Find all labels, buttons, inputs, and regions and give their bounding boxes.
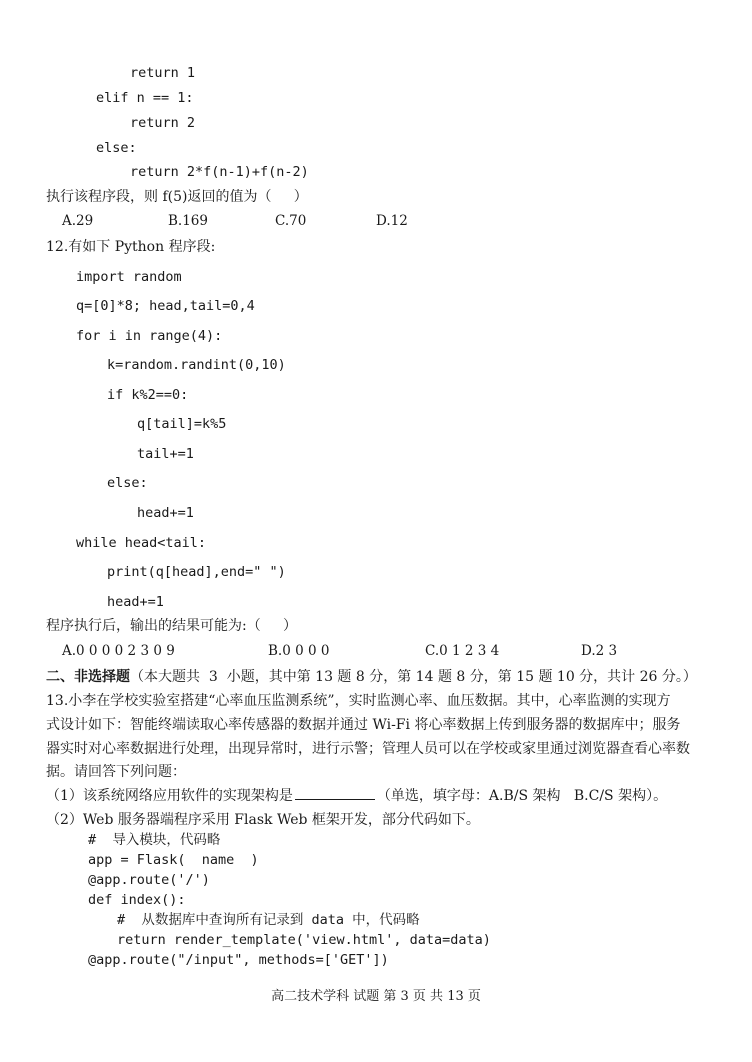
section-title: 二、非选择题: [46, 669, 130, 685]
code-line: return 1: [130, 65, 196, 81]
q12-option-a: A.0 0 0 0 2 3 0 9: [62, 643, 175, 659]
q13-intro-line: 器实时对心率数据进行处理，出现异常时，进行示警；管理人员可以在学校或家里通过浏览器查看心率数: [46, 741, 690, 757]
q13-part1-choices: （单选，填字母：A.B/S 架构 B.C/S 架构）。: [376, 788, 668, 804]
code-line: head+=1: [107, 594, 164, 610]
answer-blank[interactable]: [295, 785, 375, 800]
code-line: if k%2==0:: [107, 387, 189, 403]
code-line: else:: [96, 140, 137, 156]
q12-title: 12.有如下 Python 程序段:: [46, 239, 216, 255]
code-line: for i in range(4):: [76, 328, 223, 344]
code-line: while head<tail:: [76, 535, 207, 551]
q11-option-c: C.70: [275, 213, 307, 229]
code-line: app = Flask( name ): [88, 852, 259, 868]
code-line: q=[0]*8; head,tail=0,4: [76, 298, 255, 314]
q11-option-b: B.169: [168, 213, 208, 229]
q13-part1-text: （1）该系统网络应用软件的实现架构是: [46, 788, 293, 804]
q13-intro-line: 13.小李在学校实验室搭建“心率血压监测系统”，实时监测心率、血压数据。其中，心率监测的实现方: [46, 693, 671, 709]
code-line: return 2*f(n-1)+f(n-2): [130, 164, 309, 180]
q12-option-d: D.2 3: [581, 643, 618, 659]
code-line: # 导入模块，代码略: [88, 832, 221, 848]
code-line: elif n == 1:: [96, 90, 194, 106]
code-line: import random: [76, 269, 182, 285]
q12-prompt: 程序执行后，输出的结果可能为:（ ）: [46, 618, 297, 634]
q11-option-a: A.29: [62, 213, 94, 229]
code-line: return render_template('view.html', data=data): [117, 932, 491, 948]
code-line: k=random.randint(0,10): [107, 357, 286, 373]
q12-option-c: C.0 1 2 3 4: [425, 643, 500, 659]
page-footer: 高二技术学科 试题 第 3 页 共 13 页: [271, 989, 481, 1004]
code-line: q[tail]=k%5: [137, 416, 227, 432]
code-line: tail+=1: [137, 446, 194, 462]
q11-prompt: 执行该程序段，则 f(5)返回的值为（ ）: [46, 189, 308, 205]
code-line: head+=1: [137, 505, 194, 521]
q13-intro-line: 式设计如下：智能终端读取心率传感器的数据并通过 Wi-Fi 将心率数据上传到服务器的数据库中；服务: [46, 717, 681, 733]
code-line: else:: [107, 475, 148, 491]
q11-option-d: D.12: [376, 213, 408, 229]
q13-intro-line: 据。请回答下列问题：: [46, 764, 186, 780]
q13-part1: [46, 785, 667, 805]
code-line: @app.route('/'): [88, 872, 210, 888]
section-heading: [46, 668, 697, 686]
code-line: print(q[head],end=" "): [107, 564, 286, 580]
q12-option-b: B.0 0 0 0: [268, 643, 330, 659]
q13-part2: （2）Web 服务器端程序采用 Flask Web 框架开发，部分代码如下。: [46, 812, 480, 828]
section-note: （本大题共 3 小题，其中第 13 题 8 分，第 14 题 8 分，第 15 题 10 分，共计 26 分。）: [130, 669, 697, 685]
code-line: return 2: [130, 115, 196, 131]
code-line: def index():: [88, 892, 186, 908]
code-line: @app.route("/input", methods=['GET']): [88, 952, 389, 968]
code-line: # 从数据库中查询所有记录到 data 中，代码略: [117, 912, 420, 928]
